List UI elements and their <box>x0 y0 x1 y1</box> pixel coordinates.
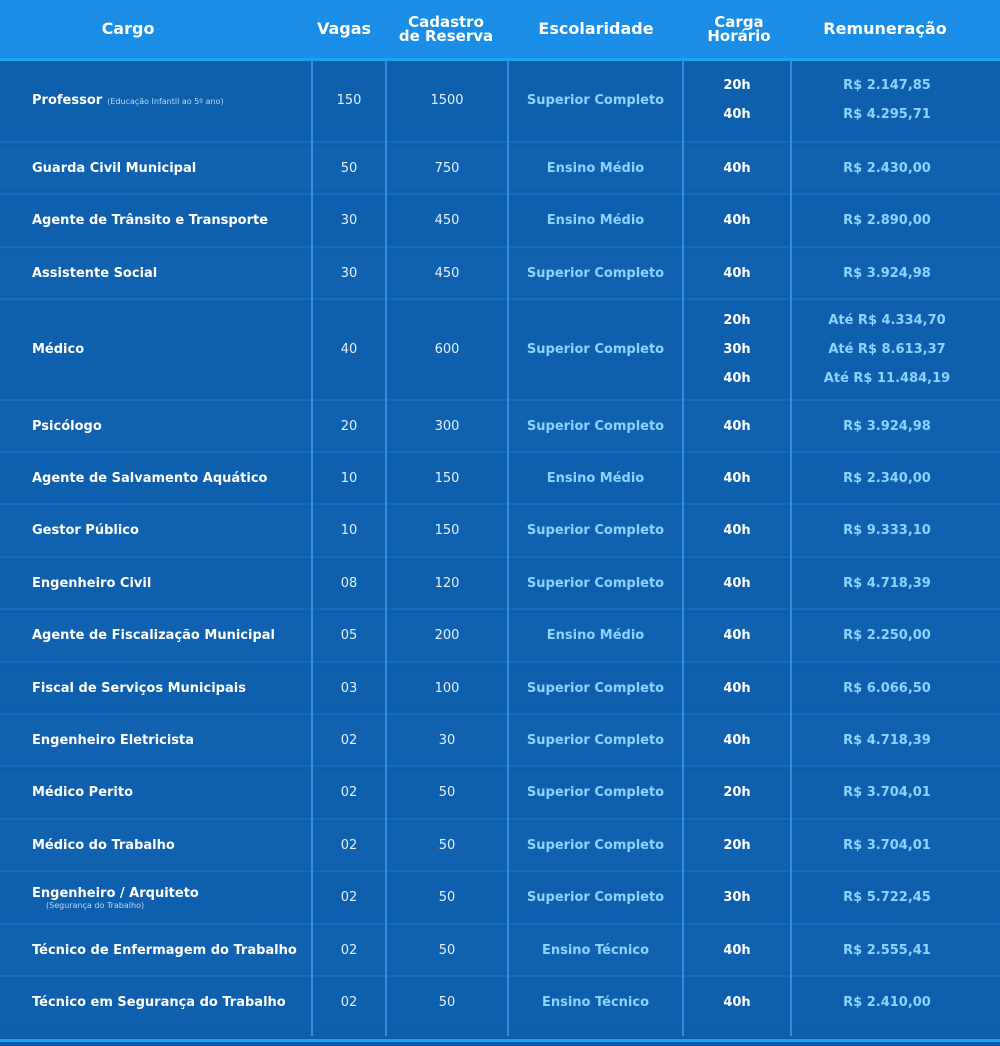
cell-carga <box>684 560 790 606</box>
table-row <box>0 927 1000 973</box>
footer-divider <box>0 1039 1000 1042</box>
header-cadastro-line2: de Reserva <box>398 27 494 45</box>
table-row <box>0 665 1000 711</box>
cell-vagas <box>313 717 385 763</box>
cell-cargo <box>32 455 308 501</box>
cell-reserva <box>387 303 507 397</box>
cell-escolaridade <box>509 770 682 816</box>
cell-carga <box>684 770 790 816</box>
cargo-name: Gestor Público <box>32 523 139 539</box>
cell-remuneracao <box>792 822 982 868</box>
column-divider <box>385 61 387 1036</box>
table-row <box>0 403 1000 449</box>
header-cadastro-reserva <box>386 0 506 58</box>
cell-carga <box>684 822 790 868</box>
cell-reserva <box>387 198 507 244</box>
escolaridade-value: Ensino Técnico <box>541 942 650 958</box>
header-cadastro-line1: Cadastro <box>408 13 484 31</box>
cargo-name: Professor <box>32 92 103 108</box>
remuneracao-value: R$ 6.066,50 <box>843 680 931 696</box>
reserva-value: 100 <box>434 680 460 696</box>
cell-reserva <box>387 927 507 973</box>
cell-escolaridade <box>509 403 682 449</box>
cell-vagas <box>313 875 385 921</box>
table-row <box>0 455 1000 501</box>
remuneracao-value: R$ 4.718,39 <box>843 732 931 748</box>
cell-vagas <box>313 455 385 501</box>
header-carga-line1: Carga <box>714 13 764 31</box>
table-header <box>0 0 1000 58</box>
vagas-value: 02 <box>340 890 358 906</box>
remuneracao-value: R$ 2.890,00 <box>843 213 931 229</box>
cell-reserva <box>387 979 507 1025</box>
reserva-value: 300 <box>434 418 460 434</box>
cell-vagas <box>313 560 385 606</box>
header-carga-line2: Horário <box>707 27 771 45</box>
cargo-name: Agente de Trânsito e Transporte <box>32 213 269 229</box>
vagas-value: 05 <box>340 628 358 644</box>
remuneracao-value: R$ 5.722,45 <box>843 890 931 906</box>
row-separator <box>0 868 1000 874</box>
reserva-value: 50 <box>438 837 456 853</box>
cargo-name: Fiscal de Serviços Municipais <box>32 680 246 696</box>
cell-carga <box>684 61 790 139</box>
cargo-name: Médico Perito <box>32 785 134 801</box>
row-separator <box>0 449 1000 455</box>
vagas-value: 30 <box>340 265 358 281</box>
escolaridade-value: Superior Completo <box>526 680 665 696</box>
table-row <box>0 250 1000 296</box>
cell-reserva <box>387 560 507 606</box>
cell-cargo <box>32 613 308 659</box>
remuneracao-value: R$ 3.704,01 <box>843 785 931 801</box>
column-divider <box>682 61 684 1036</box>
table-row <box>0 613 1000 659</box>
table-row <box>0 822 1000 868</box>
cell-vagas <box>313 927 385 973</box>
table-footer <box>0 1036 1000 1046</box>
cell-carga <box>684 198 790 244</box>
escolaridade-value: Superior Completo <box>526 837 665 853</box>
remuneracao-value: R$ 9.333,10 <box>843 523 931 539</box>
vagas-value: 03 <box>340 680 358 696</box>
cell-vagas <box>313 665 385 711</box>
cell-cargo <box>32 822 308 868</box>
escolaridade-value: Ensino Médio <box>546 160 645 176</box>
vagas-value: 50 <box>340 160 358 176</box>
cell-vagas <box>313 303 385 397</box>
carga-value: 40h <box>723 107 751 122</box>
cell-cargo <box>32 61 308 139</box>
cell-vagas <box>313 61 385 139</box>
cell-reserva <box>387 875 507 921</box>
remuneracao-value: R$ 2.147,85 <box>843 78 931 93</box>
escolaridade-value: Superior Completo <box>526 523 665 539</box>
escolaridade-value: Superior Completo <box>526 92 665 108</box>
cell-escolaridade <box>509 979 682 1025</box>
cargo-name: Agente de Fiscalização Municipal <box>32 628 275 644</box>
cell-vagas <box>313 979 385 1025</box>
cell-carga <box>684 145 790 191</box>
row-separator <box>0 554 1000 560</box>
carga-value: 40h <box>723 994 751 1010</box>
remuneracao-value: R$ 3.704,01 <box>843 837 931 853</box>
vagas-value: 08 <box>340 575 358 591</box>
cell-escolaridade <box>509 613 682 659</box>
vagas-value: 150 <box>336 92 362 108</box>
carga-value: 40h <box>723 371 751 387</box>
cargo-name: Engenheiro / Arquiteto <box>32 885 199 901</box>
vagas-value: 10 <box>340 523 358 539</box>
cell-carga <box>684 979 790 1025</box>
carga-value: 40h <box>723 265 751 281</box>
escolaridade-value: Superior Completo <box>526 342 665 358</box>
carga-value: 30h <box>723 890 751 906</box>
cell-vagas <box>313 145 385 191</box>
cargo-name: Psicólogo <box>32 418 102 434</box>
cargo-name: Assistente Social <box>32 265 158 281</box>
remuneracao-value: R$ 4.718,39 <box>843 575 931 591</box>
cell-escolaridade <box>509 927 682 973</box>
cell-cargo <box>32 717 308 763</box>
cell-escolaridade <box>509 822 682 868</box>
remuneracao-value: R$ 2.340,00 <box>843 470 931 486</box>
row-separator <box>0 711 1000 717</box>
column-divider <box>507 61 509 1036</box>
cell-cargo <box>32 508 308 554</box>
cell-escolaridade <box>509 717 682 763</box>
escolaridade-value: Ensino Médio <box>546 628 645 644</box>
cell-reserva <box>387 61 507 139</box>
row-separator <box>0 659 1000 665</box>
cell-remuneracao <box>792 770 982 816</box>
cell-remuneracao <box>792 560 982 606</box>
row-separator <box>0 244 1000 250</box>
column-divider <box>311 61 313 1036</box>
table-row <box>0 875 1000 921</box>
cell-cargo <box>32 560 308 606</box>
cell-cargo <box>32 250 308 296</box>
cell-escolaridade <box>509 875 682 921</box>
cell-remuneracao <box>792 875 982 921</box>
escolaridade-value: Superior Completo <box>526 890 665 906</box>
carga-value: 40h <box>723 213 751 229</box>
reserva-value: 150 <box>434 470 460 486</box>
cell-cargo <box>32 875 308 921</box>
row-separator <box>0 973 1000 979</box>
cell-cargo <box>32 145 308 191</box>
column-divider <box>790 61 792 1036</box>
cell-carga <box>684 303 790 397</box>
cell-carga <box>684 717 790 763</box>
cargo-name: Engenheiro Eletricista <box>32 732 195 748</box>
row-separator <box>0 501 1000 507</box>
cell-reserva <box>387 250 507 296</box>
carga-value: 40h <box>723 418 751 434</box>
remuneracao-value: Até R$ 4.334,70 <box>828 313 946 329</box>
row-separator <box>0 763 1000 769</box>
cell-remuneracao <box>792 303 982 397</box>
carga-value: 20h <box>723 837 751 853</box>
cargo-name: Guarda Civil Municipal <box>32 160 197 176</box>
cell-cargo <box>32 927 308 973</box>
remuneracao-value: Até R$ 11.484,19 <box>823 371 951 387</box>
reserva-value: 450 <box>434 265 460 281</box>
cell-reserva <box>387 665 507 711</box>
carga-value: 40h <box>723 575 751 591</box>
row-separator <box>0 296 1000 302</box>
reserva-value: 30 <box>438 732 456 748</box>
cell-reserva <box>387 403 507 449</box>
escolaridade-value: Superior Completo <box>526 732 665 748</box>
cell-remuneracao <box>792 145 982 191</box>
cargo-name: Engenheiro Civil <box>32 575 152 591</box>
remuneracao-value: R$ 4.295,71 <box>843 107 931 122</box>
cell-escolaridade <box>509 250 682 296</box>
table-row <box>0 303 1000 397</box>
header-escolaridade: Escolaridade <box>538 19 654 38</box>
cargo-subtitle: (Segurança do Trabalho) <box>46 900 145 910</box>
cell-cargo <box>32 303 308 397</box>
cell-vagas <box>313 508 385 554</box>
vagas-value: 02 <box>340 837 358 853</box>
cell-carga <box>684 403 790 449</box>
carga-value: 40h <box>723 628 751 644</box>
cell-escolaridade <box>509 455 682 501</box>
cell-escolaridade <box>509 303 682 397</box>
vagas-value: 02 <box>340 785 358 801</box>
cell-remuneracao <box>792 979 982 1025</box>
carga-value: 20h <box>723 785 751 801</box>
vagas-value: 10 <box>340 470 358 486</box>
row-separator <box>0 139 1000 145</box>
cell-carga <box>684 455 790 501</box>
row-separator <box>0 191 1000 197</box>
cell-remuneracao <box>792 250 982 296</box>
cell-escolaridade <box>509 61 682 139</box>
carga-value: 40h <box>723 942 751 958</box>
cell-reserva <box>387 770 507 816</box>
cell-reserva <box>387 508 507 554</box>
cell-cargo <box>32 403 308 449</box>
cell-reserva <box>387 717 507 763</box>
table-row <box>0 61 1000 139</box>
escolaridade-value: Superior Completo <box>526 418 665 434</box>
cell-escolaridade <box>509 560 682 606</box>
cell-carga <box>684 250 790 296</box>
table-row <box>0 508 1000 554</box>
cell-carga <box>684 927 790 973</box>
cell-remuneracao <box>792 403 982 449</box>
cell-vagas <box>313 198 385 244</box>
cell-carga <box>684 613 790 659</box>
reserva-value: 200 <box>434 628 460 644</box>
table-body <box>0 61 1000 1036</box>
cell-escolaridade <box>509 198 682 244</box>
carga-value: 20h <box>723 313 751 329</box>
carga-value: 40h <box>723 470 751 486</box>
cell-cargo <box>32 665 308 711</box>
cell-escolaridade <box>509 665 682 711</box>
reserva-value: 50 <box>438 994 456 1010</box>
cargo-name: Técnico em Segurança do Trabalho <box>32 994 286 1010</box>
remuneracao-value: R$ 3.924,98 <box>843 418 931 434</box>
cell-escolaridade <box>509 508 682 554</box>
carga-value: 30h <box>723 342 751 358</box>
cell-cargo <box>32 770 308 816</box>
remuneracao-value: R$ 3.924,98 <box>843 265 931 281</box>
cell-remuneracao <box>792 717 982 763</box>
remuneracao-value: R$ 2.250,00 <box>843 628 931 644</box>
carga-value: 40h <box>723 523 751 539</box>
row-separator <box>0 397 1000 403</box>
cargo-name: Médico do Trabalho <box>32 837 175 853</box>
cargo-name: Médico <box>32 342 85 358</box>
cell-vagas <box>313 822 385 868</box>
vagas-value: 20 <box>340 418 358 434</box>
reserva-value: 450 <box>434 213 460 229</box>
reserva-value: 50 <box>438 785 456 801</box>
escolaridade-value: Superior Completo <box>526 785 665 801</box>
cell-vagas <box>313 770 385 816</box>
header-cargo: Cargo <box>101 19 155 38</box>
cargo-name: Técnico de Enfermagem do Trabalho <box>32 942 297 958</box>
cell-remuneracao <box>792 613 982 659</box>
cell-vagas <box>313 613 385 659</box>
reserva-value: 750 <box>434 160 460 176</box>
reserva-value: 50 <box>438 890 456 906</box>
table-row <box>0 717 1000 763</box>
cell-carga <box>684 875 790 921</box>
cell-cargo <box>32 198 308 244</box>
carga-value: 20h <box>723 78 751 93</box>
vagas-value: 02 <box>340 994 358 1010</box>
cell-reserva <box>387 145 507 191</box>
carga-value: 40h <box>723 732 751 748</box>
cell-remuneracao <box>792 61 982 139</box>
cell-remuneracao <box>792 665 982 711</box>
cell-reserva <box>387 822 507 868</box>
cargo-name: Agente de Salvamento Aquático <box>32 470 268 486</box>
cell-reserva <box>387 613 507 659</box>
vagas-value: 02 <box>340 942 358 958</box>
escolaridade-value: Ensino Técnico <box>541 994 650 1010</box>
cell-remuneracao <box>792 508 982 554</box>
header-remuneracao: Remuneração <box>823 19 947 38</box>
remuneracao-value: R$ 2.410,00 <box>843 994 931 1010</box>
row-separator <box>0 921 1000 927</box>
reserva-value: 50 <box>438 942 456 958</box>
cell-cargo <box>32 979 308 1025</box>
vagas-value: 02 <box>340 732 358 748</box>
remuneracao-value: R$ 2.555,41 <box>843 942 931 958</box>
carga-value: 40h <box>723 160 751 176</box>
reserva-value: 150 <box>434 523 460 539</box>
cell-escolaridade <box>509 145 682 191</box>
cell-remuneracao <box>792 455 982 501</box>
table-row <box>0 145 1000 191</box>
vagas-value: 30 <box>340 213 358 229</box>
table-row <box>0 198 1000 244</box>
header-vagas: Vagas <box>316 19 372 38</box>
vagas-value: 40 <box>340 342 358 358</box>
table-row <box>0 979 1000 1025</box>
header-carga-horario <box>684 0 794 58</box>
reserva-value: 600 <box>434 342 460 358</box>
cell-vagas <box>313 250 385 296</box>
cell-reserva <box>387 455 507 501</box>
cell-remuneracao <box>792 927 982 973</box>
carga-value: 40h <box>723 680 751 696</box>
escolaridade-value: Ensino Médio <box>546 213 645 229</box>
cell-carga <box>684 665 790 711</box>
table-row <box>0 770 1000 816</box>
cell-remuneracao <box>792 198 982 244</box>
cargo-note: (Educação Infantil ao 5º ano) <box>107 96 224 106</box>
remuneracao-value: Até R$ 8.613,37 <box>828 342 946 358</box>
reserva-value: 1500 <box>430 92 464 108</box>
escolaridade-value: Superior Completo <box>526 265 665 281</box>
reserva-value: 120 <box>434 575 460 591</box>
cell-carga <box>684 508 790 554</box>
remuneracao-value: R$ 2.430,00 <box>843 160 931 176</box>
cell-vagas <box>313 403 385 449</box>
row-separator <box>0 816 1000 822</box>
row-separator <box>0 606 1000 612</box>
escolaridade-value: Ensino Médio <box>546 470 645 486</box>
escolaridade-value: Superior Completo <box>526 575 665 591</box>
table-row <box>0 560 1000 606</box>
